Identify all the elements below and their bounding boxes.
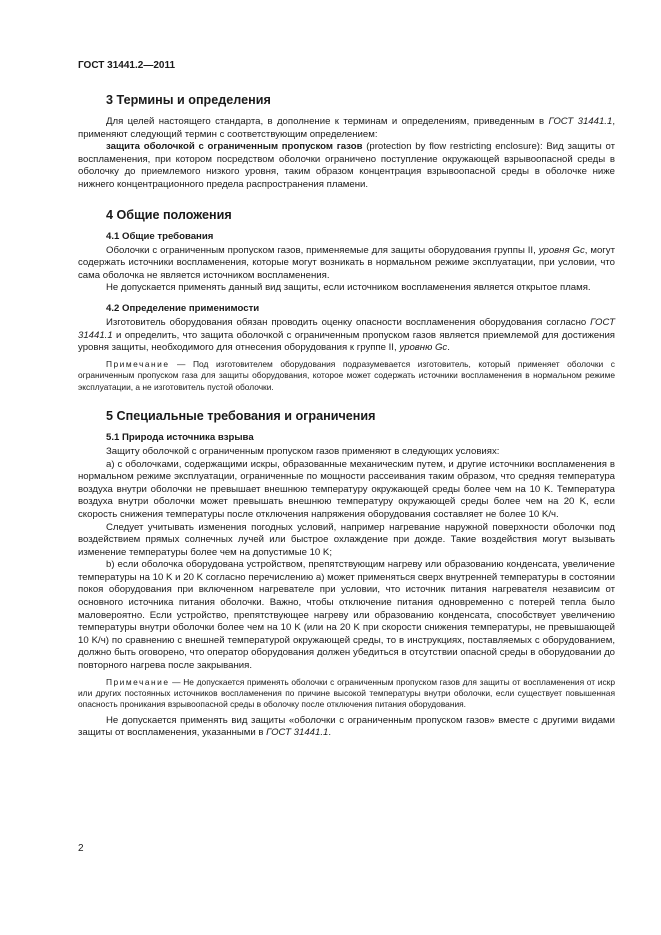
section-3-heading: 3 Термины и определения bbox=[106, 93, 271, 107]
gost-reference: ГОСТ 31441.1 bbox=[78, 316, 615, 341]
condition-b: b) если оболочка оборудована устройством, препятствующим нагреву или образованию конденсата, увеличение температуры на 10 K и 20 K согласно перечислению a) может применяться сверх внутренней температуры в состоянии покоя оборудования при включенном нагревателе при условии, что источник питания нагревателя независим от основного источника питания оболочки. Важно, чтобы отключение питания одновременно с потерей тепла было маловероятно. Если устройство, препятствующее нагреву или образованию конденсата, способствует увеличению температуры внутри оболочки более чем на 10 K (или на 20 K при скорости снижения температуры, не превышающей 10 K/ч) по сравнению с внешней температурой окружающей среды, то в инструкциях, поставляемых с оборудованием, должно быть оговорено, что оператор оборудования должен убедиться в отсутствии опасной среды в оборудовании до повторного нагрева после закрывания. bbox=[78, 559, 615, 672]
section-5-heading: 5 Специальные требования и ограничения bbox=[106, 408, 376, 423]
weather-paragraph: Следует учитывать изменения погодных условий, например нагревание наружной поверхности оболочки под воздействием прямых солнечных лучей или быстрое охлаждение при дожде. Такие воздействия могут вызывать изменение температуры более чем на допустимые 10 K; bbox=[78, 521, 615, 558]
document-body bbox=[78, 93, 615, 740]
term-definition: защита оболочкой с ограниченным пропуском газов (protection by flow restricting enclosure): Вид защиты от воспламенения, при котором посредством оболочки ограничено поступление окружающей взрывоопасной среды в оболочку до приемлемого низкого уровня, таким образом концентрация взрывоопасной среды в оболочке ниже нижнего концентрационного предела распространения пламени. bbox=[78, 141, 615, 190]
section-4-1-paragraph-2: Не допускается применять данный вид защиты, если источником воспламенения является открытое пламя. bbox=[106, 282, 591, 294]
protection-level: уровню Gc bbox=[399, 342, 448, 354]
standard-header: ГОСТ 31441.2—2011 bbox=[78, 60, 176, 71]
note-label: Примечание bbox=[106, 676, 170, 687]
section-5-1-intro: Защиту оболочкой с ограниченным пропуском газов применяют в следующих условиях: bbox=[106, 445, 500, 457]
note-1: Примечание — Под изготовителем оборудования подразумевается изготовитель, который применяет оболочки с ограниченным пропуском газа для защиты оборудования, которое может содержать источники воспламенения в нормальном режиме эксплуатации, а не изготовитель пустой оболочки. bbox=[78, 358, 615, 392]
note-2: Примечание — Не допускается применять оболочки с ограниченным пропуском газов для защиты от воспламенения от искр или других постоянных источников воспламенения по причине высокой температуры внутри оболочки, если существует повышенная опасность проникания взрывоопасной среды в оболочку после отключения питания оборудования. bbox=[78, 676, 615, 710]
page-number: 2 bbox=[78, 843, 84, 854]
note-label: Примечание bbox=[106, 358, 170, 369]
condition-a: a) с оболочками, содержащими искры, образованные механическим путем, и другие источники воспламенения в нормальном режиме эксплуатации, ограниченные по мощности рассеивания таким образом, что средняя температура воздуха внутри оболочки не превышает внешнюю температуру окружающей среды более чем на 10 K. Температура воздуха внутри оболочки может превышать внешнюю температуру окружающей среды более чем на 20 K, если скорость снижения температуры после отключения напряжения оборудования составляет не более 10 K/ч. bbox=[78, 458, 615, 520]
section-4-2-heading: 4.2 Определение применимости bbox=[106, 302, 260, 314]
gost-reference: ГОСТ 31441.1 bbox=[548, 116, 613, 127]
protection-level: уровня Gc bbox=[538, 244, 585, 256]
section-3-intro: Для целей настоящего стандарта, в дополнение к терминам и определениям, приведенным в ГОСТ 31441.1, применяют следующий термин с соответствующим определением: bbox=[78, 116, 615, 140]
term-name: защита оболочкой с ограниченным пропуском газов bbox=[106, 141, 363, 153]
section-4-2-paragraph: Изготовитель оборудования обязан проводить оценку опасности воспламенения оборудования согласно ГОСТ 31441.1 и определить, что защита оболочкой с ограниченным пропуском газов является приемлемой для достижения уровня защиты, необходимого для отнесения оборудования к группе II, уровню Gc. bbox=[78, 316, 615, 354]
section-5-1-heading: 5.1 Природа источника взрыва bbox=[106, 431, 254, 443]
gost-reference: ГОСТ 31441.1 bbox=[266, 727, 329, 739]
section-4-1-paragraph-1: Оболочки с ограниченным пропуском газов, применяемые для защиты оборудования группы II, уровня Gc, могут содержать источники воспламенения, которые могут возникать в нормальном режиме эксплуатации, при условии, что сама оболочка не является источником воспламенения. bbox=[78, 244, 615, 281]
section-4-1-heading: 4.1 Общие требования bbox=[106, 230, 214, 242]
section-5-final-paragraph: Не допускается применять вид защиты «оболочки с ограниченным пропуском газов» вместе с другими видами защиты от воспламенения, указанными в ГОСТ 31441.1. bbox=[78, 714, 615, 739]
section-4-heading: 4 Общие положения bbox=[106, 207, 232, 222]
